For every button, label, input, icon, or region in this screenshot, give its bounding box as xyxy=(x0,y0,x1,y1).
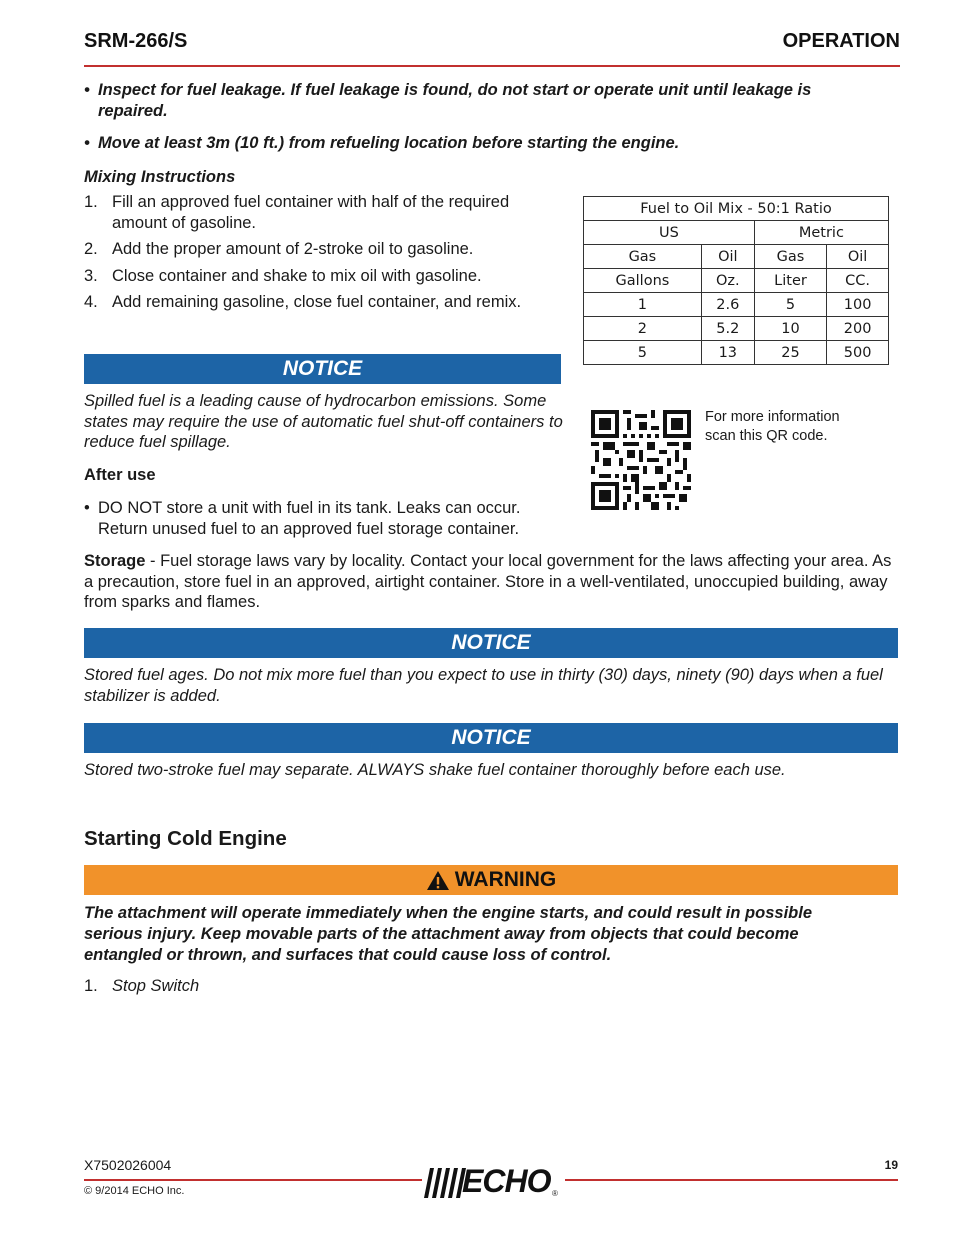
mixing-step: 4. Add remaining gasoline, close fuel container, and remix. xyxy=(84,293,522,311)
after-use-line: DO NOT store a unit with fuel in its tank. Leaks can occur. xyxy=(98,499,521,517)
warning-banner xyxy=(84,865,898,895)
mixing-step: 3. Close container and shake to mix oil with gasoline. xyxy=(84,267,482,285)
table-cell: 2.6 xyxy=(701,293,754,317)
mixing-step: 1. Fill an approved fuel container with half of the required amount of gasoline. xyxy=(84,193,510,232)
section-heading-starting: Starting Cold Engine xyxy=(84,827,287,850)
starting-step xyxy=(84,976,200,997)
table-cell: 10 xyxy=(754,317,826,341)
qr-caption-line: scan this QR code. xyxy=(705,427,828,444)
table-row xyxy=(584,317,889,341)
table-cell: 5.2 xyxy=(701,317,754,341)
table-cell: 100 xyxy=(827,293,889,317)
footer-rule-left xyxy=(84,1179,422,1181)
after-use-heading: After use xyxy=(84,466,156,484)
mix-table-group-metric: Metric xyxy=(754,221,888,245)
storage-paragraph xyxy=(84,551,900,613)
table-cell: 5 xyxy=(584,341,702,365)
notice-banner: NOTICE xyxy=(84,354,561,384)
storage-label: Storage xyxy=(84,552,146,570)
step-text: Stop Switch xyxy=(112,977,200,995)
table-row xyxy=(584,341,889,365)
mix-table-col-header: Gas xyxy=(584,245,702,269)
mix-table-group-us: US xyxy=(584,221,755,245)
warning-label: WARNING xyxy=(454,868,557,891)
notice-banner: NOTICE xyxy=(84,628,898,658)
mix-table-col-header: Oil xyxy=(701,245,754,269)
table-cell: 1 xyxy=(584,293,702,317)
warning-bullet-distance: • Move at least 3m (10 ft.) from refueling location before starting the engine. xyxy=(84,134,680,152)
mix-table-unit: CC. xyxy=(827,269,889,293)
echo-logo-text: ECHO xyxy=(462,1163,551,1199)
echo-logo xyxy=(424,1165,560,1199)
notice-text-spilled-fuel: Spilled fuel is a leading cause of hydrocarbon emissions. Some states may require the use of automatic fuel shut-off containers to reduce fuel spillage. xyxy=(84,392,563,451)
qr-caption-line: For more information xyxy=(705,409,840,425)
mix-table-col-header: Oil xyxy=(827,245,889,269)
copyright: © 9/2014 ECHO Inc. xyxy=(84,1185,185,1197)
footer-rule-right xyxy=(565,1179,898,1181)
notice-text-fuel-separate: Stored two-stroke fuel may separate. ALWAYS shake fuel container thoroughly before each use. xyxy=(84,761,786,779)
notice-text-fuel-ages: Stored fuel ages. Do not mix more fuel than you expect to use in thirty (30) days, ninety (90) days when a fuel stabilizer is added. xyxy=(84,666,883,705)
registered-mark: ® xyxy=(552,1189,558,1198)
part-number: X7502026004 xyxy=(84,1157,172,1173)
page-number: 19 xyxy=(884,1158,898,1172)
table-cell: 500 xyxy=(827,341,889,365)
step-number: 1. xyxy=(84,977,98,995)
mix-table-col-header: Gas xyxy=(754,245,826,269)
after-use-bullet: • DO NOT store a unit with fuel in its tank. Leaks can occur. Return unused fuel to an approved fuel storage container. xyxy=(84,498,564,539)
mixing-step: 2. Add the proper amount of 2-stroke oil to gasoline. xyxy=(84,240,474,258)
section-title: OPERATION xyxy=(782,30,900,52)
storage-text: - Fuel storage laws vary by locality. Contact your local government for the laws affecting your area. As a precaution, store fuel in an approved, airtight container. Store in a well-ventilated, unoccupied building, away from sparks and flames. xyxy=(84,552,892,611)
after-use-line: Return unused fuel to an approved fuel storage container. xyxy=(98,519,520,538)
mix-table-unit: Gallons xyxy=(584,269,702,293)
header-rule xyxy=(84,65,900,67)
document-model: SRM-266/S xyxy=(84,30,188,52)
mixing-heading: Mixing Instructions xyxy=(84,168,236,186)
warning-bullet-leakage: • Inspect for fuel leakage. If fuel leakage is found, do not start or operate unit until leakage is repaired. xyxy=(84,81,812,120)
fuel-oil-mix-table xyxy=(583,196,889,365)
table-cell: 2 xyxy=(584,317,702,341)
qr-caption xyxy=(705,408,840,445)
table-cell: 13 xyxy=(701,341,754,365)
notice-banner: NOTICE xyxy=(84,723,898,753)
table-row xyxy=(584,293,889,317)
table-cell: 200 xyxy=(827,317,889,341)
table-cell: 25 xyxy=(754,341,826,365)
mix-table-title: Fuel to Oil Mix - 50:1 Ratio xyxy=(584,197,889,221)
qr-code-icon[interactable] xyxy=(591,410,691,510)
warning-triangle-icon xyxy=(426,870,450,891)
table-cell: 5 xyxy=(754,293,826,317)
mix-table-unit: Oz. xyxy=(701,269,754,293)
warning-text: The attachment will operate immediately when the engine starts, and could result in possible serious injury. Keep movable parts of the attachment away from objects that could become entangled or thrown, and surfaces that could cause loss of control. xyxy=(84,904,812,964)
mix-table-unit: Liter xyxy=(754,269,826,293)
